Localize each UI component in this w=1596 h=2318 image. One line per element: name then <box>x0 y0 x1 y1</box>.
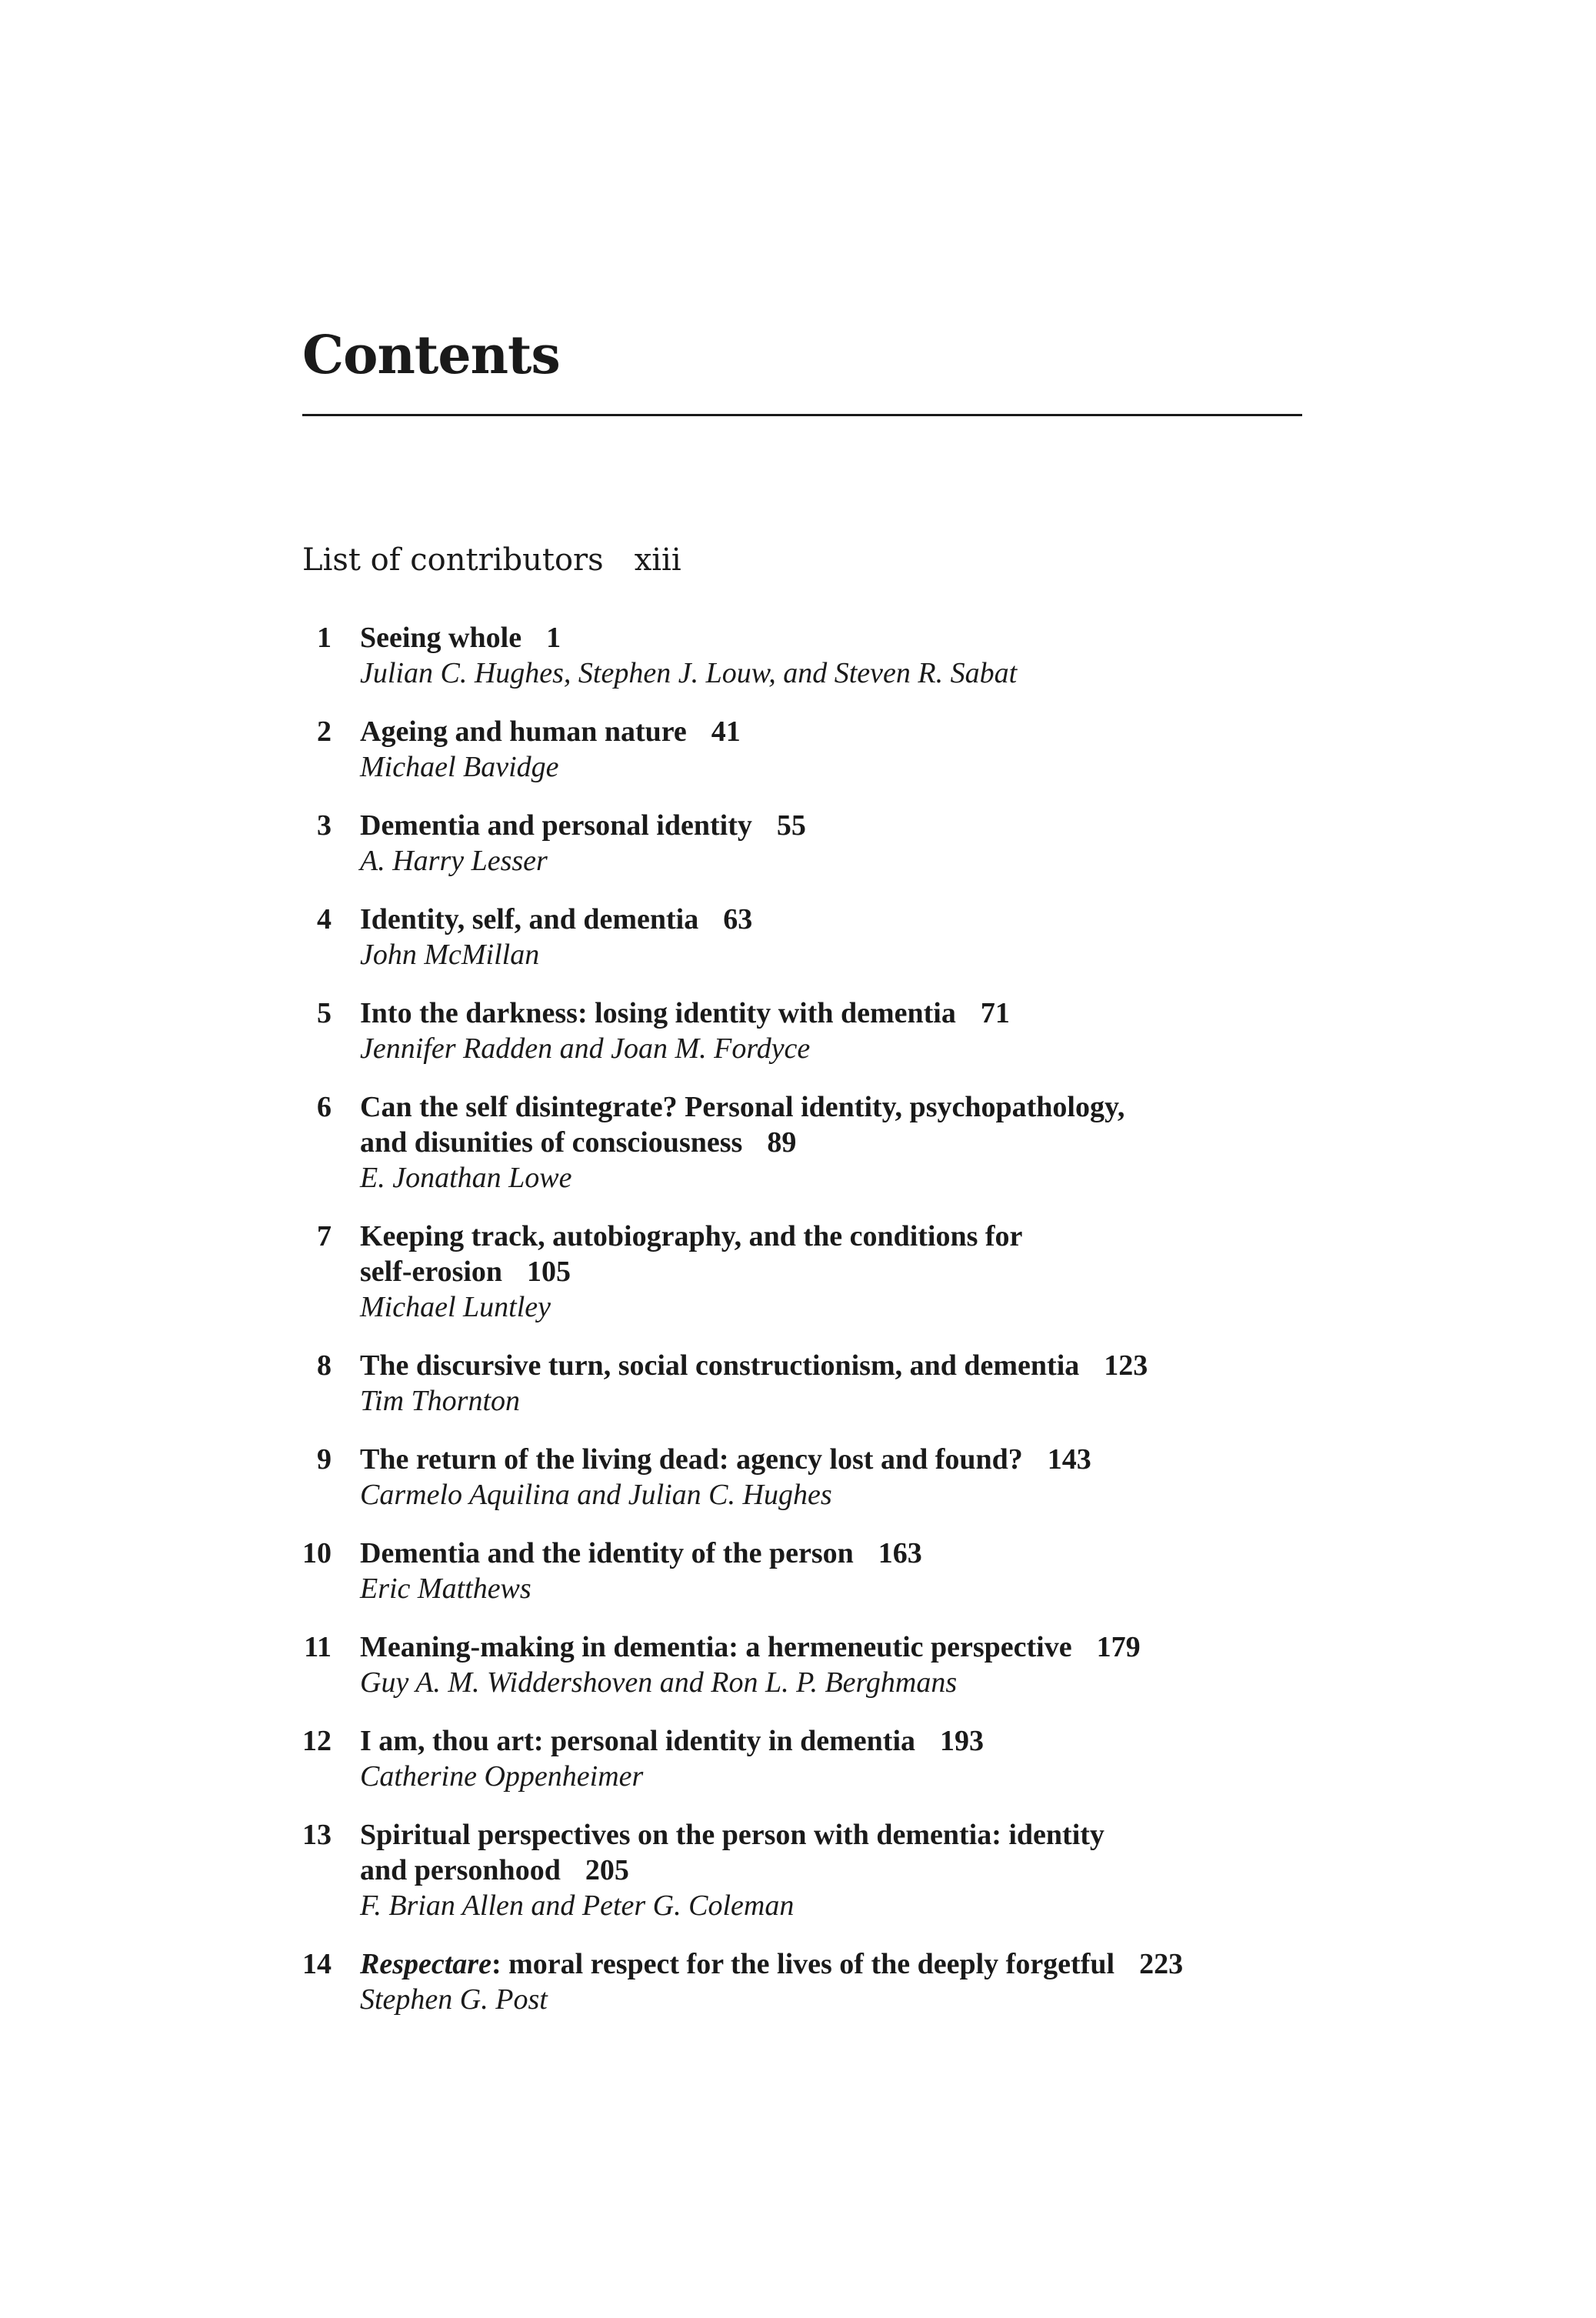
toc-entry <box>302 1629 1302 1700</box>
chapter-page: 1 <box>546 622 561 654</box>
table-of-contents <box>302 620 1302 2040</box>
chapter-authors: Carmelo Aquilina and Julian C. Hughes <box>360 1479 832 1511</box>
chapter-page: 89 <box>767 1126 797 1159</box>
chapter-page: 105 <box>527 1256 571 1288</box>
chapter-title-text: I am, thou art: personal identity in dementia <box>360 1725 915 1757</box>
chapter-authors: Julian C. Hughes, Stephen J. Louw, and Steven R. Sabat <box>360 657 1018 689</box>
chapter-title-text: Identity, self, and dementia <box>360 903 699 936</box>
chapter-title <box>360 902 1302 937</box>
chapter-page: 123 <box>1104 1349 1148 1382</box>
chapter-page: 55 <box>776 809 806 842</box>
chapter-number: 13 <box>302 1819 332 1851</box>
chapter-title-italic-word: Respectare <box>360 1948 491 1980</box>
contributors-page: xiii <box>634 542 681 578</box>
chapter-page: 205 <box>585 1854 629 1886</box>
chapter-page: 71 <box>980 997 1010 1029</box>
chapter-page: 179 <box>1096 1631 1141 1663</box>
toc-entry <box>302 1723 1302 1794</box>
chapter-title-text: and disunities of consciousness <box>360 1126 743 1159</box>
chapter-title-text: The discursive turn, social constructionism, and dementia <box>360 1349 1080 1382</box>
chapter-title-text: Can the self disintegrate? Personal identity, psychopathology, <box>360 1091 1125 1123</box>
chapter-title-continued <box>360 1125 1302 1160</box>
chapter-authors: E. Jonathan Lowe <box>360 1162 572 1194</box>
chapter-title <box>360 1946 1302 1982</box>
chapter-number: 6 <box>317 1091 332 1123</box>
toc-entry <box>302 1348 1302 1419</box>
chapter-number: 8 <box>317 1349 332 1382</box>
chapter-title-text: Dementia and personal identity <box>360 809 752 842</box>
chapter-title-text: Seeing whole <box>360 622 522 654</box>
chapter-authors: Michael Luntley <box>360 1291 551 1323</box>
chapter-title-text: : moral respect for the lives of the deeply forgetful <box>491 1948 1115 1980</box>
chapter-title <box>360 714 1302 749</box>
chapter-title-text: Dementia and the identity of the person <box>360 1537 854 1569</box>
toc-entry <box>302 620 1302 691</box>
chapter-title <box>360 1219 1302 1254</box>
page-title: Contents <box>302 325 560 386</box>
chapter-page: 143 <box>1047 1443 1091 1476</box>
chapter-authors: Stephen G. Post <box>360 1983 548 2016</box>
chapter-page: 63 <box>723 903 753 936</box>
chapter-number: 11 <box>304 1631 332 1663</box>
chapter-page: 41 <box>711 715 741 748</box>
toc-entry <box>302 1089 1302 1196</box>
chapter-title <box>360 1817 1302 1853</box>
chapter-authors: Catherine Oppenheimer <box>360 1760 644 1793</box>
chapter-title-text: Meaning-making in dementia: a hermeneutic perspective <box>360 1631 1072 1663</box>
chapter-number: 10 <box>302 1537 332 1569</box>
chapter-number: 2 <box>317 715 332 748</box>
contributors-label: List of contributors <box>302 542 604 578</box>
chapter-page: 193 <box>940 1725 984 1757</box>
chapter-title <box>360 620 1302 655</box>
chapter-page: 223 <box>1139 1948 1184 1980</box>
chapter-title-text: Ageing and human nature <box>360 715 687 748</box>
chapter-authors: F. Brian Allen and Peter G. Coleman <box>360 1889 795 1922</box>
chapter-title-text: The return of the living dead: agency lost and found? <box>360 1443 1023 1476</box>
chapter-title-continued <box>360 1853 1302 1888</box>
chapter-title <box>360 1536 1302 1571</box>
chapter-authors: A. Harry Lesser <box>360 845 548 877</box>
chapter-title-continued <box>360 1254 1302 1289</box>
chapter-title <box>360 1442 1302 1477</box>
chapter-title <box>360 1723 1302 1759</box>
chapter-number: 14 <box>302 1948 332 1980</box>
chapter-title-text: Into the darkness: losing identity with dementia <box>360 997 956 1029</box>
chapter-title <box>360 808 1302 843</box>
toc-entry <box>302 1536 1302 1606</box>
chapter-title-text: Spiritual perspectives on the person with dementia: identity <box>360 1819 1105 1851</box>
chapter-page: 163 <box>878 1537 922 1569</box>
chapter-number: 3 <box>317 809 332 842</box>
chapter-number: 9 <box>317 1443 332 1476</box>
chapter-authors: Jennifer Radden and Joan M. Fordyce <box>360 1032 811 1065</box>
chapter-number: 7 <box>317 1220 332 1252</box>
chapter-title <box>360 996 1302 1031</box>
chapter-authors: Eric Matthews <box>360 1573 531 1605</box>
chapter-authors: Michael Bavidge <box>360 751 559 783</box>
toc-entry <box>302 1442 1302 1513</box>
chapter-number: 1 <box>317 622 332 654</box>
chapter-title-text: and personhood <box>360 1854 561 1886</box>
chapter-number: 5 <box>317 997 332 1029</box>
toc-entry <box>302 714 1302 785</box>
contributors-entry <box>302 539 681 582</box>
chapter-title <box>360 1089 1302 1125</box>
chapter-title <box>360 1629 1302 1665</box>
toc-entry <box>302 996 1302 1066</box>
chapter-number: 4 <box>317 903 332 936</box>
toc-entry <box>302 808 1302 879</box>
chapter-title-text: self-erosion <box>360 1256 503 1288</box>
toc-entry <box>302 1946 1302 2017</box>
toc-entry <box>302 1219 1302 1325</box>
chapter-number: 12 <box>302 1725 332 1757</box>
title-divider <box>302 414 1302 416</box>
chapter-authors: Tim Thornton <box>360 1385 521 1417</box>
toc-entry <box>302 1817 1302 1923</box>
chapter-authors: Guy A. M. Widdershoven and Ron L. P. Berghmans <box>360 1666 958 1699</box>
chapter-title <box>360 1348 1302 1383</box>
toc-entry <box>302 902 1302 972</box>
chapter-authors: John McMillan <box>360 939 540 971</box>
chapter-title-text: Keeping track, autobiography, and the conditions for <box>360 1220 1023 1252</box>
